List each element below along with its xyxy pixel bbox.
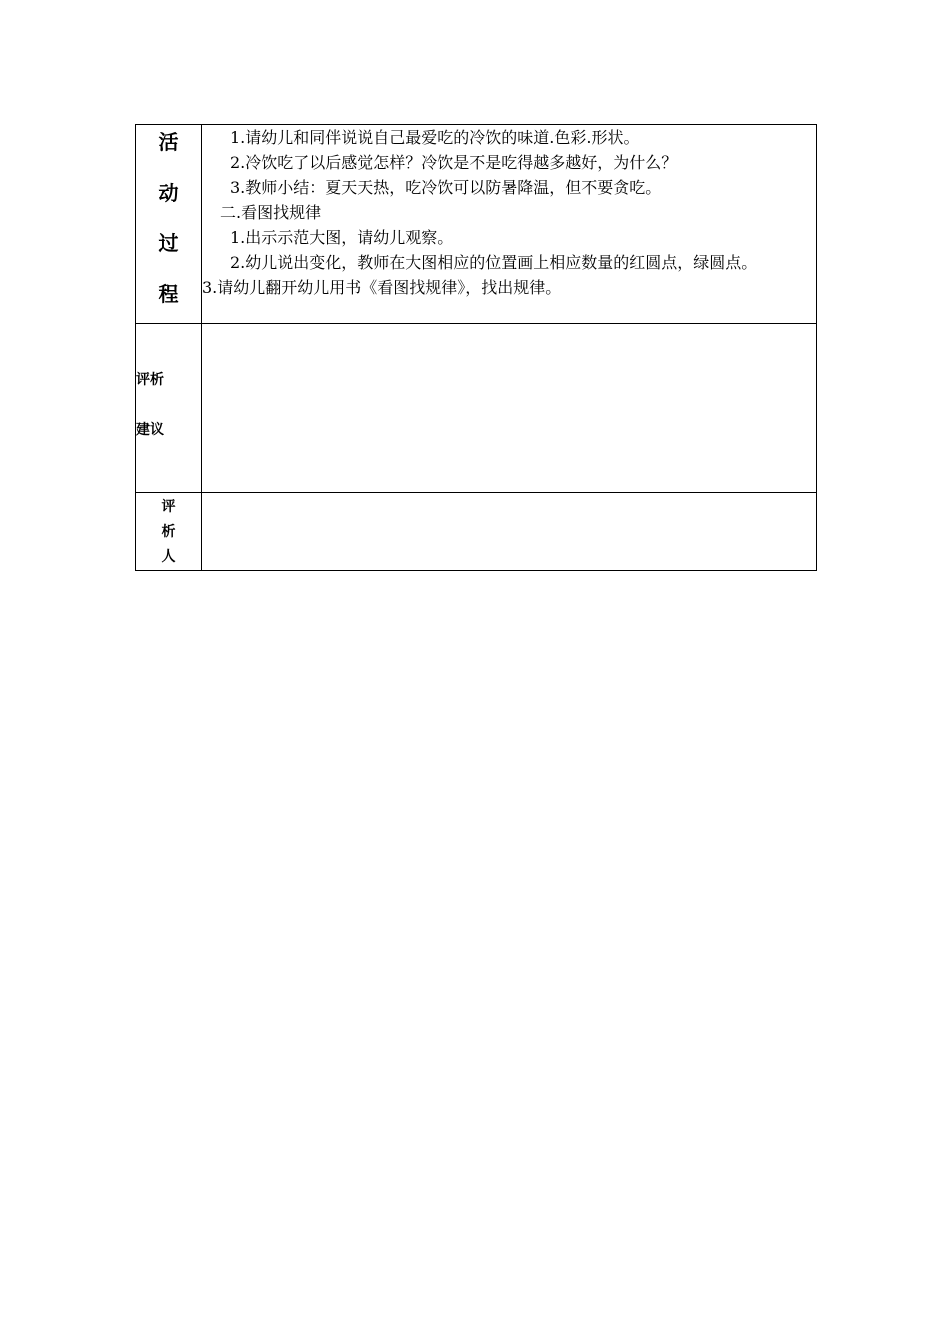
activity-process-row [136,125,817,324]
label-char: 活 [158,130,179,154]
label-char: 过 [158,231,179,255]
label-char: 动 [158,180,179,205]
process-section-heading: 二.看图找规律 [220,203,322,222]
process-line: 3.请幼儿翻开幼儿用书《看图找规律》，找出规律。 [202,278,562,297]
label-char: 程 [158,281,179,306]
suggestion-label-line2: 建议 [136,422,164,438]
process-line: 1.出示示范大图，请幼儿观察。 [230,228,454,247]
activity-process-content [202,125,817,324]
process-line: 2.冷饮吃了以后感觉怎样？冷饮是不是吃得越多越好，为什么？ [230,153,678,172]
process-line: 3.教师小结：夏天天热，吃冷饮可以防暑降温，但不要贪吃。 [230,178,662,197]
analyst-label-line1: 评析 [161,499,194,540]
analyst-label-line2: 人 [161,549,176,565]
analysis-suggestion-content[interactable] [202,324,817,493]
lesson-record-table [135,124,817,571]
analyst-row [136,493,817,571]
analysis-suggestion-row [136,324,817,493]
suggestion-label-line1: 评析 [136,372,164,388]
analyst-label [136,493,202,571]
process-line: 2.幼儿说出变化，教师在大图相应的位置画上相应数量的红圆点，绿圆点。 [230,253,758,272]
analyst-content[interactable] [202,493,817,571]
process-line: 1.请幼儿和同伴说说自己最爱吃的冷饮的味道.色彩.形状。 [230,128,640,147]
activity-process-label [136,125,202,324]
analysis-suggestion-label [136,324,202,493]
